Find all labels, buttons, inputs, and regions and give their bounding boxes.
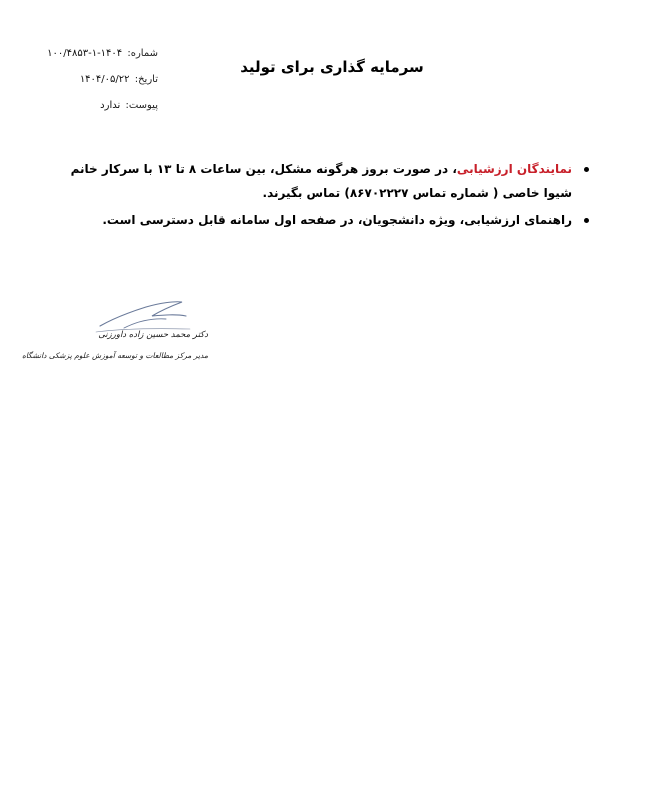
notice-list [70, 157, 592, 235]
notice-text: راهنمای ارزشیابی، ویژه دانشجویان، در صفحه اول سامانه قابل دسترسی است. [102, 213, 572, 227]
bullet-icon [584, 167, 589, 172]
letter-number-row [36, 41, 158, 67]
list-item [70, 208, 572, 232]
signer-title: مدیر مرکز مطالعات و توسعه آموزش علوم پزشکی دانشگاه [21, 351, 208, 360]
letter-number-value: ۱۴۰۴-۱-۱۰۰/۴۸۵۳ [47, 48, 123, 59]
letter-attachment-value: ندارد [100, 100, 121, 111]
letter-date-row [36, 67, 158, 93]
letter-date-value: ۱۴۰۴/۰۵/۲۲ [79, 74, 130, 85]
signature-block [21, 298, 208, 370]
page-title: سرمایه گذاری برای تولید [240, 58, 424, 76]
letter-attachment-label: پیوست: [125, 100, 158, 111]
notice-text: ، در صورت بروز هرگونه مشکل، بین ساعات ۸ تا ۱۳ با سرکار خانم شیوا خاصی ( شماره تماس ۸۶۷۰۲۲۲۷) تماس بگیرند. [70, 162, 572, 200]
letter-date-label: تاریخ: [134, 74, 158, 85]
signer-name: دکتر محمد حسین زاده داورزنی [98, 330, 208, 340]
letter-attachment-row [36, 93, 158, 119]
bullet-icon [584, 218, 589, 223]
letter-metadata [36, 41, 158, 119]
letter-number-label: شماره: [127, 48, 158, 59]
list-item [70, 157, 572, 205]
notice-highlight: نمایندگان ارزشیابی [456, 162, 572, 176]
